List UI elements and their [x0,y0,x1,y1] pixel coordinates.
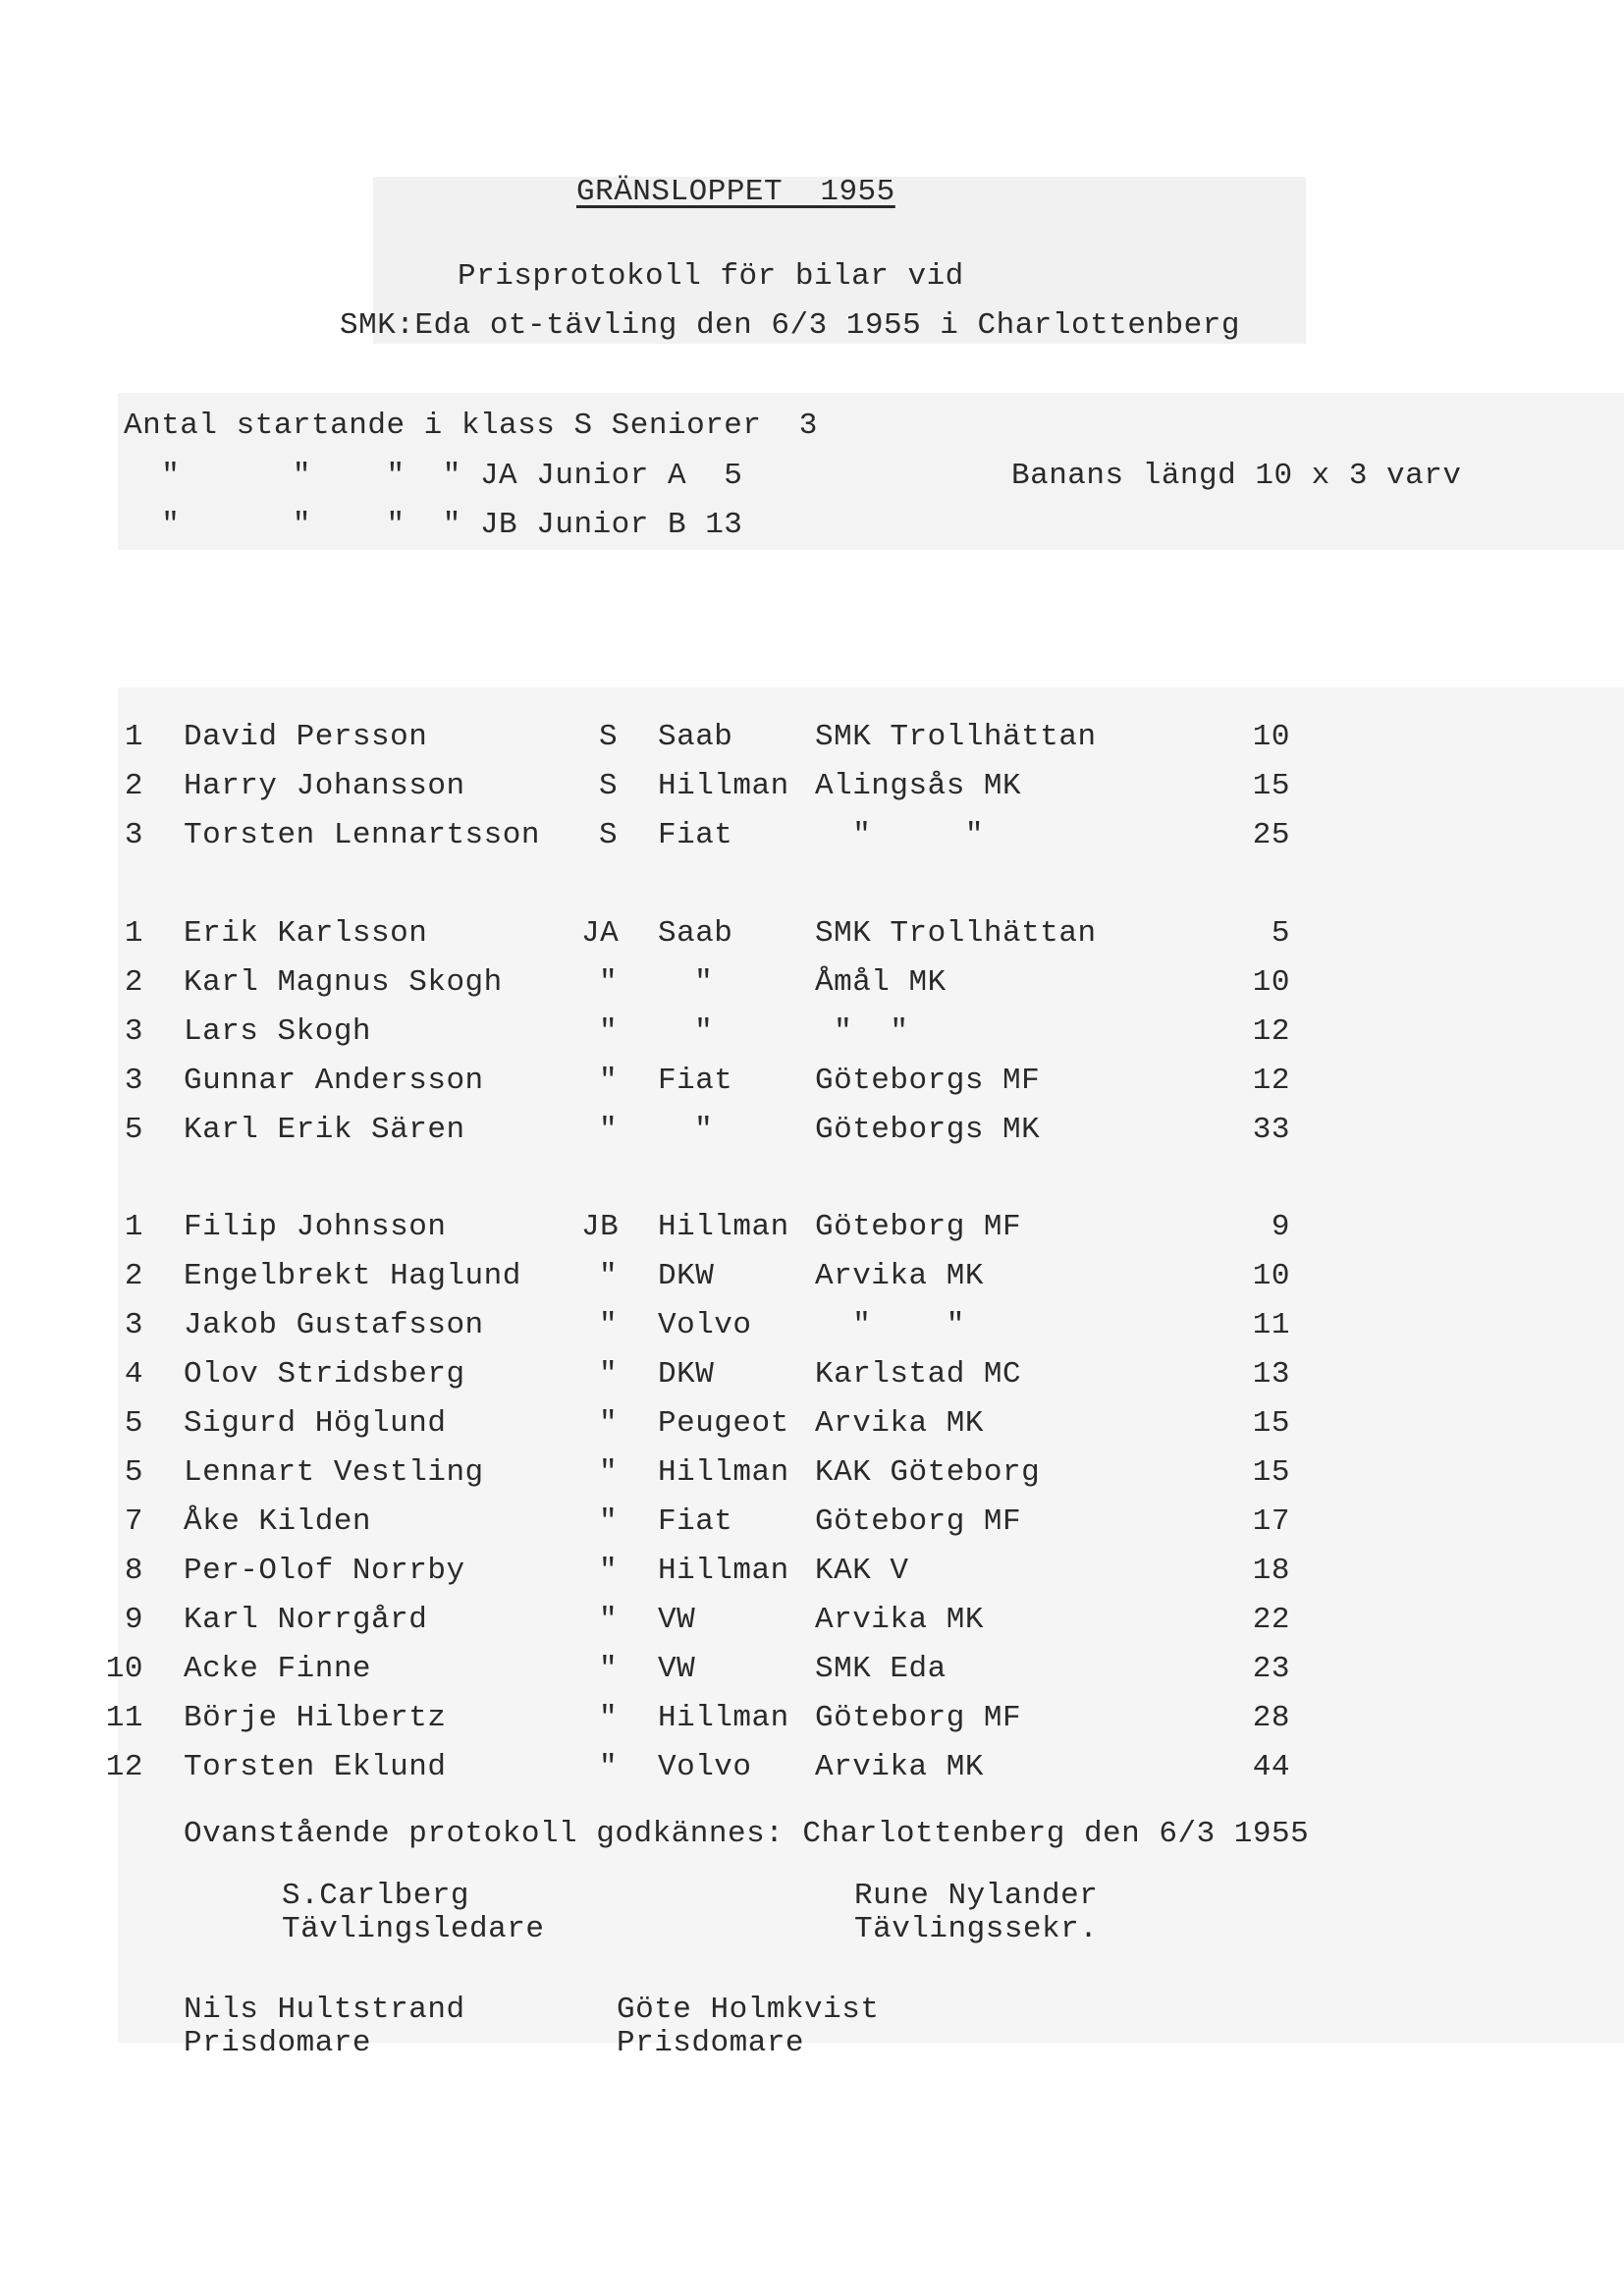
club: Åmål MK [815,965,947,1000]
place: 3 [124,1064,143,1098]
club: Karlstad MC [815,1357,1022,1392]
starters-line: " " " " JB Junior B 13 [124,508,743,542]
driver-name: Erik Karlsson [184,916,428,951]
points: 15 [1252,1455,1290,1490]
points: 18 [1252,1554,1290,1588]
points: 17 [1252,1504,1290,1539]
points: 10 [1252,720,1290,754]
points: 12 [1252,1064,1290,1098]
points: 44 [1252,1750,1290,1784]
driver-name: Sigurd Höglund [184,1406,447,1441]
club: Arvika MK [815,1259,984,1293]
class: " [599,965,619,1000]
points: 11 [1252,1308,1290,1342]
place: 3 [124,818,143,852]
starters-line: " " " " JA Junior A 5 [124,459,743,493]
place: 3 [124,1308,143,1342]
car: Peugeot [658,1406,789,1441]
points: 22 [1252,1603,1290,1637]
club: KAK Göteborg [815,1455,1041,1490]
class: " [599,1504,619,1539]
driver-name: Karl Erik Sären [184,1113,465,1147]
points: 10 [1252,965,1290,1000]
place: 2 [124,1259,143,1293]
class: " [599,1701,619,1735]
class: S [599,769,619,803]
driver-name: Engelbrekt Haglund [184,1259,521,1293]
club: " " [815,1308,965,1342]
car: Saab [658,916,733,951]
class: S [599,720,619,754]
class: " [599,1750,619,1784]
points: 25 [1252,818,1290,852]
signature-name: S.Carlberg [282,1879,470,1913]
place: 7 [124,1504,143,1539]
class: JA [581,916,620,951]
club: Göteborg MF [815,1210,1022,1244]
club: SMK Eda [815,1652,947,1686]
points: 9 [1271,1210,1290,1244]
track-length: Banans längd 10 x 3 varv [1011,459,1462,493]
car: Hillman [658,1554,789,1588]
driver-name: Acke Finne [184,1652,372,1686]
driver-name: Lennart Vestling [184,1455,484,1490]
driver-name: Jakob Gustafsson [184,1308,484,1342]
driver-name: Karl Norrgård [184,1603,428,1637]
car: Fiat [658,1504,733,1539]
points: 15 [1252,1406,1290,1441]
club: Göteborg MF [815,1504,1022,1539]
points: 33 [1252,1113,1290,1147]
place: 10 [105,1652,143,1686]
driver-name: Olov Stridsberg [184,1357,465,1392]
signature-name: Nils Hultstrand [184,1993,465,2027]
driver-name: Börje Hilbertz [184,1701,447,1735]
club: " " [815,818,984,852]
club: Arvika MK [815,1406,984,1441]
driver-name: David Persson [184,720,428,754]
club: Göteborgs MF [815,1064,1041,1098]
car: Hillman [658,769,789,803]
signature-role: Prisdomare [617,2026,805,2060]
signature-role: Tävlingsledare [282,1912,545,1946]
class: " [599,1554,619,1588]
club: Arvika MK [815,1603,984,1637]
class: " [599,1113,619,1147]
place: 5 [124,1406,143,1441]
class: S [599,818,619,852]
driver-name: Harry Johansson [184,769,465,803]
document-title: GRÄNSLOPPET 1955 [576,175,895,209]
place: 12 [105,1750,143,1784]
car: Hillman [658,1210,789,1244]
subtitle-line-1: Prisprotokoll för bilar vid [458,259,964,294]
signature-role: Tävlingssekr. [854,1912,1099,1946]
car: Volvo [658,1750,752,1784]
club: SMK Trollhättan [815,720,1097,754]
car: Fiat [658,818,733,852]
points: 13 [1252,1357,1290,1392]
class: " [599,1652,619,1686]
driver-name: Torsten Eklund [184,1750,447,1784]
club: Alingsås MK [815,769,1022,803]
place: 9 [124,1603,143,1637]
car: Volvo [658,1308,752,1342]
club: Göteborg MF [815,1701,1022,1735]
car: Fiat [658,1064,733,1098]
club: KAK V [815,1554,909,1588]
points: 10 [1252,1259,1290,1293]
car: DKW [658,1357,715,1392]
class: " [599,1603,619,1637]
car: Hillman [658,1701,789,1735]
driver-name: Torsten Lennartsson [184,818,540,852]
place: 5 [124,1455,143,1490]
place: 2 [124,965,143,1000]
club: Arvika MK [815,1750,984,1784]
club: Göteborgs MK [815,1113,1041,1147]
place: 3 [124,1014,143,1049]
class: " [599,1064,619,1098]
signature-role: Prisdomare [184,2026,372,2060]
driver-name: Åke Kilden [184,1504,372,1539]
subtitle-line-2: SMK:Eda ot-tävling den 6/3 1955 i Charlottenberg [340,308,1240,343]
club: SMK Trollhättan [815,916,1097,951]
place: 2 [124,769,143,803]
car: " [676,1113,714,1147]
signature-name: Göte Holmkvist [617,1993,880,2027]
place: 8 [124,1554,143,1588]
car: Saab [658,720,733,754]
place: 1 [124,1210,143,1244]
starters-line: Antal startande i klass S Seniorer 3 [124,409,818,443]
class: " [599,1308,619,1342]
place: 11 [105,1701,143,1735]
place: 1 [124,916,143,951]
class: JB [581,1210,620,1244]
car: VW [658,1603,696,1637]
driver-name: Gunnar Andersson [184,1064,484,1098]
place: 4 [124,1357,143,1392]
place: 5 [124,1113,143,1147]
driver-name: Lars Skogh [184,1014,372,1049]
car: VW [658,1652,696,1686]
points: 12 [1252,1014,1290,1049]
signature-name: Rune Nylander [854,1879,1099,1913]
club: " " [815,1014,909,1049]
car: " [676,965,714,1000]
driver-name: Per-Olof Norrby [184,1554,465,1588]
points: 23 [1252,1652,1290,1686]
class: " [599,1259,619,1293]
class: " [599,1357,619,1392]
car: DKW [658,1259,715,1293]
points: 15 [1252,769,1290,803]
driver-name: Filip Johnsson [184,1210,447,1244]
approval-statement: Ovanstående protokoll godkännes: Charlottenberg den 6/3 1955 [184,1817,1310,1851]
class: " [599,1455,619,1490]
class: " [599,1406,619,1441]
driver-name: Karl Magnus Skogh [184,965,503,1000]
place: 1 [124,720,143,754]
points: 28 [1252,1701,1290,1735]
car: " [676,1014,714,1049]
points: 5 [1271,916,1290,951]
class: " [599,1014,619,1049]
car: Hillman [658,1455,789,1490]
